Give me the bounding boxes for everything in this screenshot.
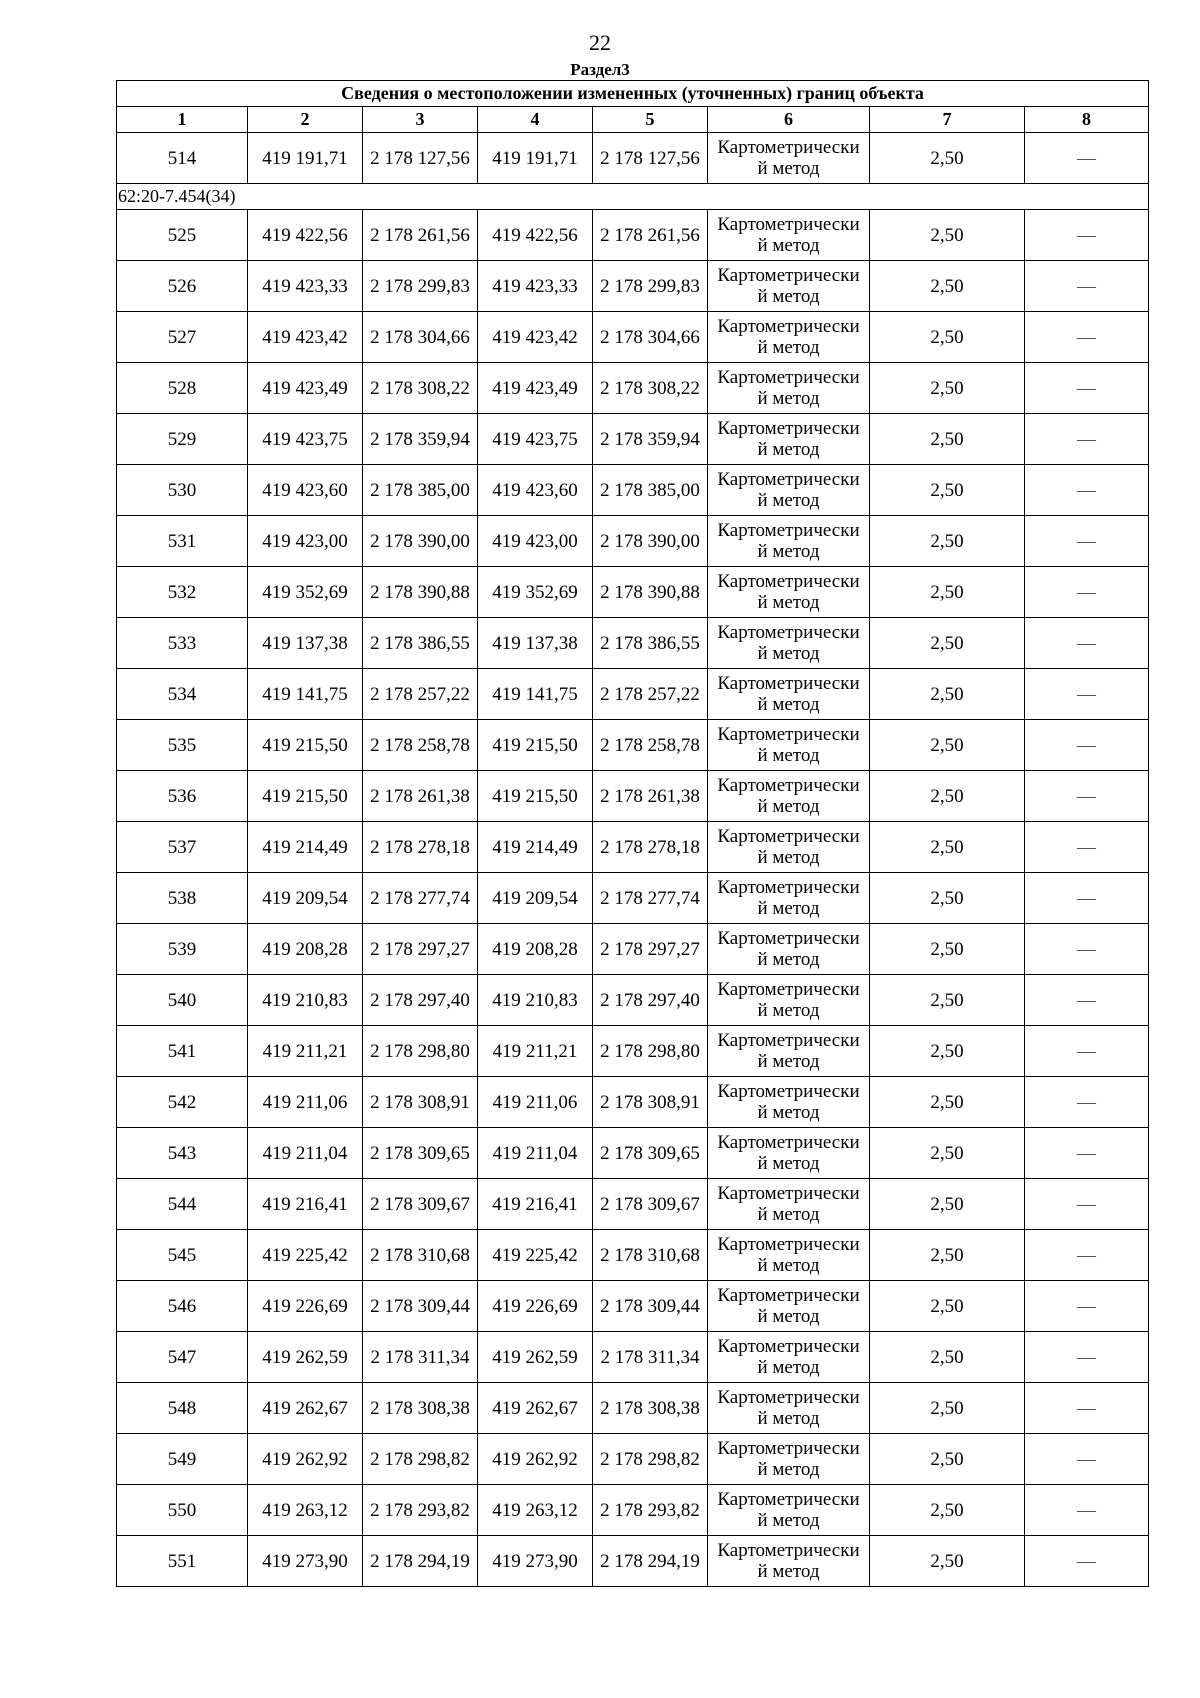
method-cell: Картометрически й метод: [708, 1536, 870, 1587]
x-existing-cell: 419 215,50: [248, 771, 363, 822]
y-new-cell: 2 178 386,55: [593, 618, 708, 669]
x-new-cell: 419 423,42: [478, 312, 593, 363]
description-cell: —: [1025, 771, 1149, 822]
description-cell: —: [1025, 975, 1149, 1026]
method-cell: Картометрически й метод: [708, 720, 870, 771]
description-cell: —: [1025, 312, 1149, 363]
column-number: 2: [248, 107, 363, 133]
page-number: 22: [589, 30, 611, 55]
point-number-cell: 527: [117, 312, 248, 363]
y-new-cell: 2 178 277,74: [593, 873, 708, 924]
accuracy-cell: 2,50: [870, 261, 1025, 312]
table-row: [117, 261, 1149, 312]
table-row: [117, 924, 1149, 975]
x-existing-cell: 419 423,00: [248, 516, 363, 567]
x-new-cell: 419 141,75: [478, 669, 593, 720]
accuracy-cell: 2,50: [870, 1332, 1025, 1383]
y-new-cell: 2 178 297,40: [593, 975, 708, 1026]
description-cell: —: [1025, 1332, 1149, 1383]
method-cell: Картометрически й метод: [708, 873, 870, 924]
point-number-cell: 536: [117, 771, 248, 822]
section-title: Раздел3: [570, 60, 630, 79]
x-new-cell: 419 262,59: [478, 1332, 593, 1383]
y-new-cell: 2 178 294,19: [593, 1536, 708, 1587]
description-cell: —: [1025, 873, 1149, 924]
y-existing-cell: 2 178 298,82: [363, 1434, 478, 1485]
x-existing-cell: 419 137,38: [248, 618, 363, 669]
y-existing-cell: 2 178 308,38: [363, 1383, 478, 1434]
point-number-cell: 548: [117, 1383, 248, 1434]
accuracy-cell: 2,50: [870, 1281, 1025, 1332]
point-number-cell: 533: [117, 618, 248, 669]
method-cell: Картометрически й метод: [708, 1179, 870, 1230]
y-new-cell: 2 178 261,56: [593, 210, 708, 261]
method-cell: Картометрически й метод: [708, 516, 870, 567]
x-existing-cell: 419 209,54: [248, 873, 363, 924]
x-existing-cell: 419 141,75: [248, 669, 363, 720]
x-existing-cell: 419 352,69: [248, 567, 363, 618]
y-new-cell: 2 178 304,66: [593, 312, 708, 363]
accuracy-cell: 2,50: [870, 1179, 1025, 1230]
description-cell: —: [1025, 669, 1149, 720]
accuracy-cell: 2,50: [870, 669, 1025, 720]
table-row: [117, 363, 1149, 414]
y-new-cell: 2 178 308,91: [593, 1077, 708, 1128]
x-new-cell: 419 423,00: [478, 516, 593, 567]
x-new-cell: 419 210,83: [478, 975, 593, 1026]
accuracy-cell: 2,50: [870, 414, 1025, 465]
description-cell: —: [1025, 261, 1149, 312]
table-body: [117, 81, 1149, 1587]
point-number-cell: 540: [117, 975, 248, 1026]
column-number: 7: [870, 107, 1025, 133]
y-new-cell: 2 178 278,18: [593, 822, 708, 873]
description-cell: —: [1025, 567, 1149, 618]
table-row: [117, 1128, 1149, 1179]
accuracy-cell: 2,50: [870, 1383, 1025, 1434]
table-row: [117, 1434, 1149, 1485]
column-number: 5: [593, 107, 708, 133]
x-existing-cell: 419 423,75: [248, 414, 363, 465]
x-existing-cell: 419 262,67: [248, 1383, 363, 1434]
y-new-cell: 2 178 127,56: [593, 133, 708, 184]
method-cell: Картометрически й метод: [708, 669, 870, 720]
y-existing-cell: 2 178 309,65: [363, 1128, 478, 1179]
method-cell: Картометрически й метод: [708, 312, 870, 363]
x-new-cell: 419 225,42: [478, 1230, 593, 1281]
column-number-row: [117, 107, 1149, 133]
table-row: [117, 822, 1149, 873]
x-new-cell: 419 262,92: [478, 1434, 593, 1485]
accuracy-cell: 2,50: [870, 771, 1025, 822]
accuracy-cell: 2,50: [870, 363, 1025, 414]
x-existing-cell: 419 423,42: [248, 312, 363, 363]
method-cell: Картометрически й метод: [708, 975, 870, 1026]
method-cell: Картометрически й метод: [708, 1332, 870, 1383]
method-cell: Картометрически й метод: [708, 465, 870, 516]
point-number-cell: 531: [117, 516, 248, 567]
accuracy-cell: 2,50: [870, 1026, 1025, 1077]
x-existing-cell: 419 262,92: [248, 1434, 363, 1485]
table-row: [117, 1485, 1149, 1536]
y-existing-cell: 2 178 311,34: [363, 1332, 478, 1383]
y-existing-cell: 2 178 309,67: [363, 1179, 478, 1230]
y-new-cell: 2 178 297,27: [593, 924, 708, 975]
table-caption-row: [117, 81, 1149, 107]
x-existing-cell: 419 225,42: [248, 1230, 363, 1281]
accuracy-cell: 2,50: [870, 873, 1025, 924]
description-cell: —: [1025, 363, 1149, 414]
point-number-cell: 545: [117, 1230, 248, 1281]
description-cell: —: [1025, 1179, 1149, 1230]
y-new-cell: 2 178 298,80: [593, 1026, 708, 1077]
method-cell: Картометрически й метод: [708, 567, 870, 618]
y-existing-cell: 2 178 294,19: [363, 1536, 478, 1587]
x-new-cell: 419 211,21: [478, 1026, 593, 1077]
column-number: 1: [117, 107, 248, 133]
table-row: [117, 1179, 1149, 1230]
method-cell: Картометрически й метод: [708, 210, 870, 261]
y-existing-cell: 2 178 359,94: [363, 414, 478, 465]
point-number-cell: 549: [117, 1434, 248, 1485]
method-cell: Картометрически й метод: [708, 133, 870, 184]
point-number-cell: 550: [117, 1485, 248, 1536]
accuracy-cell: 2,50: [870, 1434, 1025, 1485]
x-new-cell: 419 226,69: [478, 1281, 593, 1332]
table-row: [117, 414, 1149, 465]
table-row: [117, 1332, 1149, 1383]
point-number-cell: 537: [117, 822, 248, 873]
y-existing-cell: 2 178 299,83: [363, 261, 478, 312]
column-number: 8: [1025, 107, 1149, 133]
method-cell: Картометрически й метод: [708, 822, 870, 873]
description-cell: —: [1025, 1485, 1149, 1536]
x-existing-cell: 419 273,90: [248, 1536, 363, 1587]
table-row: [117, 516, 1149, 567]
description-cell: —: [1025, 210, 1149, 261]
x-new-cell: 419 423,33: [478, 261, 593, 312]
table-row: [117, 1077, 1149, 1128]
point-number-cell: 532: [117, 567, 248, 618]
y-new-cell: 2 178 299,83: [593, 261, 708, 312]
accuracy-cell: 2,50: [870, 516, 1025, 567]
description-cell: —: [1025, 1077, 1149, 1128]
column-number: 4: [478, 107, 593, 133]
table-row: [117, 1026, 1149, 1077]
x-existing-cell: 419 423,33: [248, 261, 363, 312]
x-existing-cell: 419 211,04: [248, 1128, 363, 1179]
x-new-cell: 419 137,38: [478, 618, 593, 669]
x-existing-cell: 419 211,06: [248, 1077, 363, 1128]
description-cell: —: [1025, 516, 1149, 567]
y-existing-cell: 2 178 127,56: [363, 133, 478, 184]
y-new-cell: 2 178 293,82: [593, 1485, 708, 1536]
y-existing-cell: 2 178 261,38: [363, 771, 478, 822]
accuracy-cell: 2,50: [870, 618, 1025, 669]
y-new-cell: 2 178 309,65: [593, 1128, 708, 1179]
method-cell: Картометрически й метод: [708, 261, 870, 312]
x-new-cell: 419 216,41: [478, 1179, 593, 1230]
table-row: [117, 465, 1149, 516]
x-existing-cell: 419 210,83: [248, 975, 363, 1026]
x-existing-cell: 419 423,49: [248, 363, 363, 414]
y-new-cell: 2 178 310,68: [593, 1230, 708, 1281]
x-existing-cell: 419 191,71: [248, 133, 363, 184]
table-row: [117, 567, 1149, 618]
table-row: [117, 1383, 1149, 1434]
method-cell: Картометрически й метод: [708, 414, 870, 465]
group-header-row: [117, 184, 1149, 210]
x-existing-cell: 419 423,60: [248, 465, 363, 516]
y-new-cell: 2 178 390,88: [593, 567, 708, 618]
table-row: [117, 720, 1149, 771]
y-existing-cell: 2 178 297,40: [363, 975, 478, 1026]
y-new-cell: 2 178 309,44: [593, 1281, 708, 1332]
accuracy-cell: 2,50: [870, 975, 1025, 1026]
accuracy-cell: 2,50: [870, 133, 1025, 184]
method-cell: Картометрически й метод: [708, 363, 870, 414]
table-row: [117, 1281, 1149, 1332]
table-row: [117, 1536, 1149, 1587]
boundary-table: [116, 80, 1149, 1587]
x-new-cell: 419 215,50: [478, 771, 593, 822]
description-cell: —: [1025, 618, 1149, 669]
table-caption: Сведения о местоположении измененных (уточненных) границ объекта: [117, 81, 1149, 107]
y-existing-cell: 2 178 309,44: [363, 1281, 478, 1332]
point-number-cell: 543: [117, 1128, 248, 1179]
method-cell: Картометрически й метод: [708, 1383, 870, 1434]
accuracy-cell: 2,50: [870, 1077, 1025, 1128]
y-new-cell: 2 178 385,00: [593, 465, 708, 516]
y-existing-cell: 2 178 308,22: [363, 363, 478, 414]
point-number-cell: 539: [117, 924, 248, 975]
description-cell: —: [1025, 414, 1149, 465]
description-cell: —: [1025, 1230, 1149, 1281]
description-cell: —: [1025, 822, 1149, 873]
x-existing-cell: 419 422,56: [248, 210, 363, 261]
point-number-cell: 551: [117, 1536, 248, 1587]
x-new-cell: 419 423,49: [478, 363, 593, 414]
y-existing-cell: 2 178 293,82: [363, 1485, 478, 1536]
x-existing-cell: 419 226,69: [248, 1281, 363, 1332]
group-label: 62:20-7.454(34): [117, 184, 1149, 210]
accuracy-cell: 2,50: [870, 1485, 1025, 1536]
y-existing-cell: 2 178 385,00: [363, 465, 478, 516]
method-cell: Картометрически й метод: [708, 1026, 870, 1077]
method-cell: Картометрически й метод: [708, 1230, 870, 1281]
x-existing-cell: 419 262,59: [248, 1332, 363, 1383]
x-new-cell: 419 423,60: [478, 465, 593, 516]
y-new-cell: 2 178 390,00: [593, 516, 708, 567]
y-existing-cell: 2 178 310,68: [363, 1230, 478, 1281]
point-number-cell: 538: [117, 873, 248, 924]
accuracy-cell: 2,50: [870, 1536, 1025, 1587]
x-new-cell: 419 422,56: [478, 210, 593, 261]
y-existing-cell: 2 178 308,91: [363, 1077, 478, 1128]
column-number: 3: [363, 107, 478, 133]
accuracy-cell: 2,50: [870, 822, 1025, 873]
description-cell: —: [1025, 1128, 1149, 1179]
description-cell: —: [1025, 465, 1149, 516]
y-existing-cell: 2 178 258,78: [363, 720, 478, 771]
method-cell: Картометрически й метод: [708, 1434, 870, 1485]
accuracy-cell: 2,50: [870, 924, 1025, 975]
point-number-cell: 525: [117, 210, 248, 261]
method-cell: Картометрически й метод: [708, 1077, 870, 1128]
accuracy-cell: 2,50: [870, 465, 1025, 516]
y-existing-cell: 2 178 304,66: [363, 312, 478, 363]
description-cell: —: [1025, 1536, 1149, 1587]
x-new-cell: 419 352,69: [478, 567, 593, 618]
x-existing-cell: 419 215,50: [248, 720, 363, 771]
x-existing-cell: 419 208,28: [248, 924, 363, 975]
x-new-cell: 419 423,75: [478, 414, 593, 465]
description-cell: —: [1025, 1026, 1149, 1077]
point-number-cell: 544: [117, 1179, 248, 1230]
y-new-cell: 2 178 311,34: [593, 1332, 708, 1383]
table-row: [117, 771, 1149, 822]
y-new-cell: 2 178 298,82: [593, 1434, 708, 1485]
point-number-cell: 535: [117, 720, 248, 771]
y-existing-cell: 2 178 298,80: [363, 1026, 478, 1077]
x-new-cell: 419 209,54: [478, 873, 593, 924]
y-existing-cell: 2 178 277,74: [363, 873, 478, 924]
y-existing-cell: 2 178 297,27: [363, 924, 478, 975]
accuracy-cell: 2,50: [870, 1230, 1025, 1281]
x-new-cell: 419 191,71: [478, 133, 593, 184]
y-new-cell: 2 178 309,67: [593, 1179, 708, 1230]
table-row: [117, 1230, 1149, 1281]
y-new-cell: 2 178 308,22: [593, 363, 708, 414]
accuracy-cell: 2,50: [870, 720, 1025, 771]
y-new-cell: 2 178 261,38: [593, 771, 708, 822]
point-number-cell: 542: [117, 1077, 248, 1128]
description-cell: —: [1025, 1434, 1149, 1485]
table-row: [117, 975, 1149, 1026]
accuracy-cell: 2,50: [870, 312, 1025, 363]
y-existing-cell: 2 178 257,22: [363, 669, 478, 720]
x-new-cell: 419 215,50: [478, 720, 593, 771]
column-number: 6: [708, 107, 870, 133]
point-number-cell: 530: [117, 465, 248, 516]
description-cell: —: [1025, 133, 1149, 184]
point-number-cell: 526: [117, 261, 248, 312]
table-row: [117, 210, 1149, 261]
description-cell: —: [1025, 720, 1149, 771]
point-number-cell: 546: [117, 1281, 248, 1332]
x-existing-cell: 419 263,12: [248, 1485, 363, 1536]
table-row: [117, 618, 1149, 669]
y-new-cell: 2 178 308,38: [593, 1383, 708, 1434]
table-row: [117, 669, 1149, 720]
x-new-cell: 419 273,90: [478, 1536, 593, 1587]
table-row: [117, 873, 1149, 924]
table-row: [117, 133, 1149, 184]
method-cell: Картометрически й метод: [708, 618, 870, 669]
table-row: [117, 312, 1149, 363]
y-existing-cell: 2 178 261,56: [363, 210, 478, 261]
accuracy-cell: 2,50: [870, 567, 1025, 618]
y-existing-cell: 2 178 386,55: [363, 618, 478, 669]
method-cell: Картометрически й метод: [708, 924, 870, 975]
description-cell: —: [1025, 1383, 1149, 1434]
x-existing-cell: 419 216,41: [248, 1179, 363, 1230]
point-number-cell: 529: [117, 414, 248, 465]
x-new-cell: 419 214,49: [478, 822, 593, 873]
method-cell: Картометрически й метод: [708, 1281, 870, 1332]
y-new-cell: 2 178 258,78: [593, 720, 708, 771]
description-cell: —: [1025, 924, 1149, 975]
y-new-cell: 2 178 257,22: [593, 669, 708, 720]
x-new-cell: 419 211,06: [478, 1077, 593, 1128]
point-number-cell: 528: [117, 363, 248, 414]
accuracy-cell: 2,50: [870, 210, 1025, 261]
x-existing-cell: 419 211,21: [248, 1026, 363, 1077]
y-existing-cell: 2 178 390,88: [363, 567, 478, 618]
x-new-cell: 419 211,04: [478, 1128, 593, 1179]
point-number-cell: 547: [117, 1332, 248, 1383]
method-cell: Картометрически й метод: [708, 1128, 870, 1179]
method-cell: Картометрически й метод: [708, 1485, 870, 1536]
x-new-cell: 419 262,67: [478, 1383, 593, 1434]
method-cell: Картометрически й метод: [708, 771, 870, 822]
point-number-cell: 541: [117, 1026, 248, 1077]
x-new-cell: 419 263,12: [478, 1485, 593, 1536]
y-existing-cell: 2 178 278,18: [363, 822, 478, 873]
y-existing-cell: 2 178 390,00: [363, 516, 478, 567]
x-existing-cell: 419 214,49: [248, 822, 363, 873]
point-number-cell: 514: [117, 133, 248, 184]
y-new-cell: 2 178 359,94: [593, 414, 708, 465]
description-cell: —: [1025, 1281, 1149, 1332]
accuracy-cell: 2,50: [870, 1128, 1025, 1179]
x-new-cell: 419 208,28: [478, 924, 593, 975]
point-number-cell: 534: [117, 669, 248, 720]
